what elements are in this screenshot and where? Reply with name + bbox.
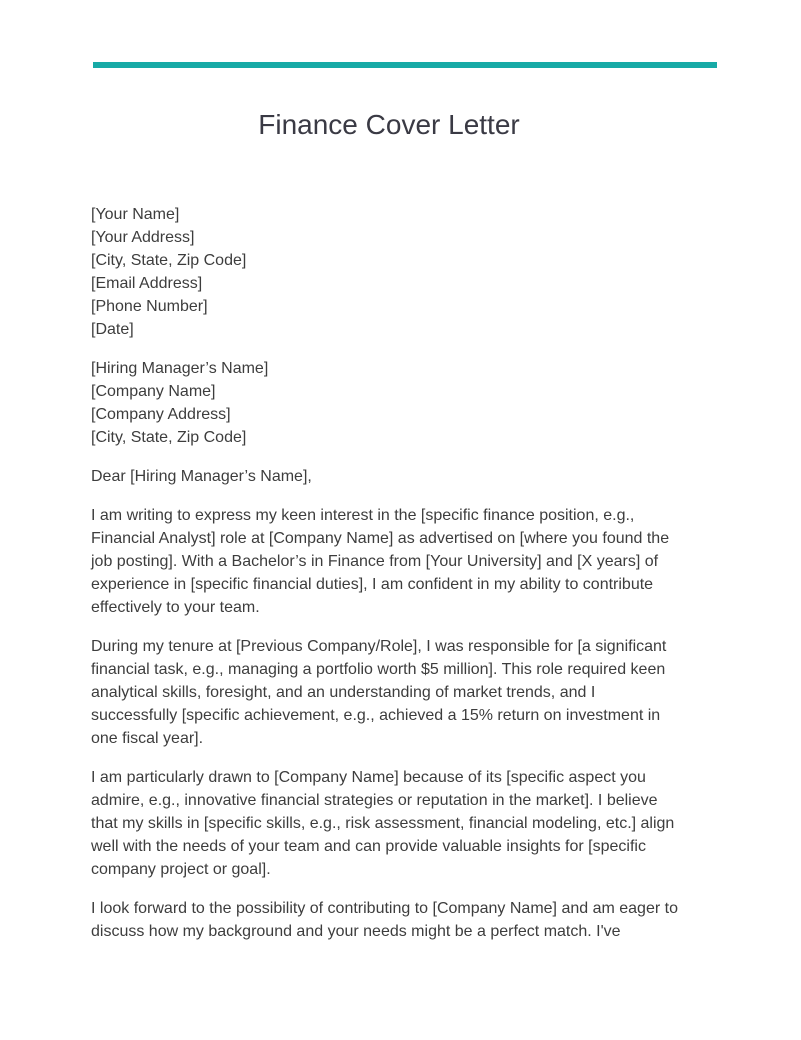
paragraph-line: During my tenure at [Previous Company/Role], I was responsible for [a significant [91, 638, 667, 655]
page-title: Finance Cover Letter [258, 109, 520, 140]
salutation-text: Dear [Hiring Manager’s Name], [91, 468, 312, 485]
paragraph-line: discuss how my background and your needs might be a perfect match. I've [91, 923, 621, 940]
sender-name: [Your Name] [91, 206, 180, 223]
paragraph-line: admire, e.g., innovative financial strategies or reputation in the market]. I believe [91, 792, 658, 809]
sender-phone: [Phone Number] [91, 298, 208, 315]
letter-body [91, 203, 691, 959]
paragraph-line: well with the needs of your team and can provide valuable insights for [specific [91, 838, 646, 855]
paragraph-4 [91, 897, 691, 943]
recipient-block [91, 357, 691, 449]
paragraph-3 [91, 766, 691, 881]
paragraph-2 [91, 635, 691, 750]
recipient-company: [Company Name] [91, 383, 216, 400]
paragraph-line: I am writing to express my keen interest in the [specific finance position, e.g., [91, 507, 635, 524]
recipient-city: [City, State, Zip Code] [91, 429, 247, 446]
paragraph-line: company project or goal]. [91, 861, 271, 878]
paragraph-line: one fiscal year]. [91, 730, 204, 747]
sender-block [91, 203, 691, 341]
letter-date: [Date] [91, 321, 134, 338]
paragraph-line: experience in [specific financial duties], I am confident in my ability to contribute [91, 576, 654, 593]
paragraph-line: job posting]. With a Bachelor’s in Finance from [Your University] and [X years] of [91, 553, 659, 570]
paragraph-line: that my skills in [specific skills, e.g., risk assessment, financial modeling, etc.] align [91, 815, 675, 832]
paragraph-line: I look forward to the possibility of contributing to [Company Name] and am eager to [91, 900, 678, 917]
paragraph-line: Financial Analyst] role at [Company Name] as advertised on [where you found the [91, 530, 670, 547]
sender-email: [Email Address] [91, 275, 203, 292]
sender-address: [Your Address] [91, 229, 195, 246]
paragraph-line: effectively to your team. [91, 599, 260, 616]
recipient-name: [Hiring Manager’s Name] [91, 360, 269, 377]
accent-bar [93, 62, 717, 68]
paragraph-line: successfully [specific achievement, e.g., achieved a 15% return on investment in [91, 707, 661, 724]
recipient-address: [Company Address] [91, 406, 231, 423]
sender-city: [City, State, Zip Code] [91, 252, 247, 269]
paragraph-line: financial task, e.g., managing a portfolio worth $5 million]. This role required keen [91, 661, 666, 678]
salutation [91, 465, 691, 488]
paragraph-line: I am particularly drawn to [Company Name] because of its [specific aspect you [91, 769, 646, 786]
paragraph-line: analytical skills, foresight, and an understanding of market trends, and I [91, 684, 596, 701]
paragraph-1 [91, 504, 691, 619]
